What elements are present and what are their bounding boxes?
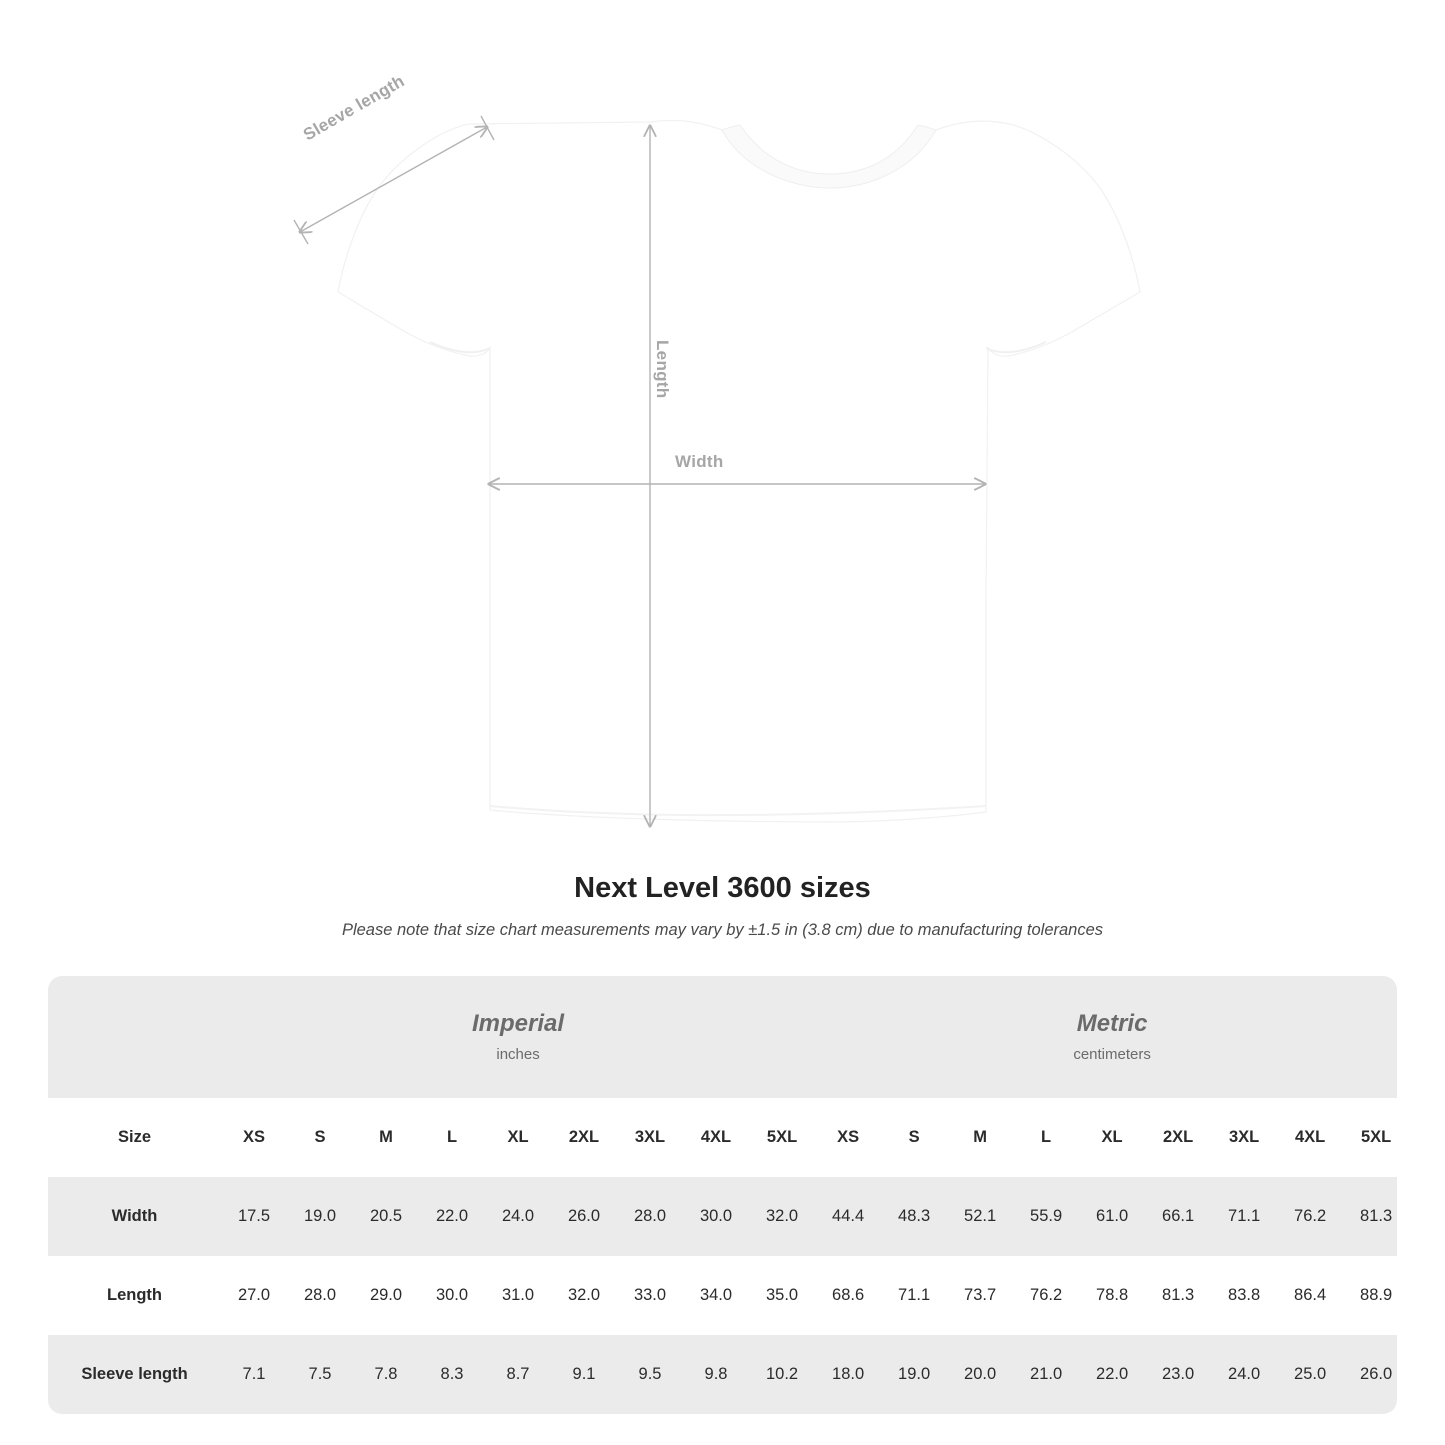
cell-sleeve-imperial-5xl: 10.2 [765, 1365, 799, 1383]
unit-system-imperial [221, 976, 815, 1098]
size-col-imperial-l: L [446, 1128, 458, 1146]
size-col-metric-4xl: 4XL [1294, 1128, 1326, 1146]
cell-length-imperial-3xl: 33.0 [633, 1286, 667, 1304]
size-col-metric-5xl: 5XL [1360, 1128, 1392, 1146]
cell-length-imperial-l: 30.0 [435, 1286, 469, 1304]
size-header-row [48, 1098, 1397, 1177]
cell-width-imperial-xl: 24.0 [501, 1207, 535, 1225]
unit-system-metric [815, 976, 1397, 1098]
cell-length-metric-4xl: 86.4 [1294, 1286, 1327, 1304]
cell-sleeve-metric-3xl: 24.0 [1228, 1365, 1261, 1383]
size-col-metric-m: M [973, 1128, 987, 1146]
cell-width-imperial-5xl: 32.0 [765, 1207, 799, 1225]
table-row [48, 1335, 1397, 1414]
cell-width-imperial-s: 19.0 [303, 1207, 337, 1225]
size-col-imperial-s: S [314, 1128, 326, 1146]
cell-length-metric-xs: 68.6 [832, 1286, 865, 1304]
cell-width-metric-2xl: 66.1 [1162, 1207, 1195, 1225]
title-block [0, 872, 1445, 940]
cell-width-imperial-l: 22.0 [435, 1207, 469, 1225]
size-table-container [48, 976, 1397, 1414]
cell-length-imperial-5xl: 35.0 [765, 1286, 799, 1304]
size-col-imperial-4xl: 4XL [700, 1128, 732, 1146]
cell-sleeve-metric-xl: 22.0 [1096, 1365, 1129, 1383]
metric-name: Metric [1076, 1010, 1148, 1038]
cell-length-metric-l: 76.2 [1030, 1286, 1063, 1304]
unit-system-spacer [48, 976, 221, 1098]
page-title: Next Level 3600 sizes [574, 872, 871, 904]
cell-sleeve-metric-5xl: 26.0 [1360, 1365, 1393, 1383]
cell-length-metric-5xl: 88.9 [1360, 1286, 1393, 1304]
cell-length-imperial-m: 29.0 [369, 1286, 403, 1304]
size-col-imperial-m: M [379, 1128, 393, 1146]
cell-length-imperial-2xl: 32.0 [567, 1286, 601, 1304]
size-col-metric-xl: XL [1101, 1128, 1123, 1146]
cell-width-metric-5xl: 81.3 [1360, 1207, 1393, 1225]
size-col-metric-l: L [1041, 1128, 1052, 1146]
cell-sleeve-imperial-4xl: 9.8 [704, 1365, 728, 1383]
cell-length-imperial-xl: 31.0 [501, 1286, 535, 1304]
size-col-imperial-2xl: 2XL [568, 1128, 600, 1146]
cell-length-imperial-s: 28.0 [303, 1286, 337, 1304]
cell-length-metric-2xl: 81.3 [1162, 1286, 1195, 1304]
imperial-name: Imperial [472, 1010, 565, 1038]
table-row [48, 1177, 1397, 1256]
cell-sleeve-imperial-m: 7.8 [374, 1365, 398, 1383]
imperial-unit: inches [496, 1045, 540, 1063]
size-col-metric-2xl: 2XL [1162, 1128, 1194, 1146]
tshirt-shape [338, 120, 1140, 822]
metric-unit: centimeters [1073, 1045, 1151, 1063]
cell-sleeve-imperial-3xl: 9.5 [638, 1365, 662, 1383]
cell-width-metric-4xl: 76.2 [1294, 1207, 1327, 1225]
cell-width-metric-xs: 44.4 [832, 1207, 865, 1225]
cell-width-metric-m: 52.1 [964, 1207, 997, 1225]
cell-sleeve-metric-2xl: 23.0 [1162, 1365, 1195, 1383]
cell-sleeve-imperial-2xl: 9.1 [572, 1365, 596, 1383]
size-col-metric-xs: XS [837, 1128, 860, 1146]
cell-length-metric-3xl: 83.8 [1228, 1286, 1261, 1304]
cell-length-metric-xl: 78.8 [1096, 1286, 1129, 1304]
cell-sleeve-imperial-l: 8.3 [440, 1365, 464, 1383]
cell-width-imperial-m: 20.5 [369, 1207, 403, 1225]
width-label: Width [675, 452, 724, 471]
cell-width-imperial-xs: 17.5 [237, 1207, 271, 1225]
unit-system-header-row [48, 976, 1397, 1098]
cell-sleeve-imperial-xs: 7.1 [242, 1365, 266, 1383]
size-col-imperial-3xl: 3XL [634, 1128, 666, 1146]
cell-length-imperial-4xl: 34.0 [699, 1286, 733, 1304]
cell-width-imperial-4xl: 30.0 [699, 1207, 733, 1225]
cell-length-metric-s: 71.1 [898, 1286, 931, 1304]
size-col-metric-s: S [908, 1128, 920, 1146]
cell-width-imperial-3xl: 28.0 [633, 1207, 667, 1225]
row-label-width: Width [111, 1207, 158, 1225]
tolerance-note: Please note that size chart measurements may vary by ±1.5 in (3.8 cm) due to manufacturing tolerances [341, 921, 1104, 939]
cell-sleeve-metric-m: 20.0 [964, 1365, 997, 1383]
size-table [48, 976, 1397, 1414]
cell-width-metric-s: 48.3 [898, 1207, 931, 1225]
cell-sleeve-metric-l: 21.0 [1030, 1365, 1063, 1383]
cell-sleeve-metric-4xl: 25.0 [1294, 1365, 1327, 1383]
length-label: Length [653, 340, 672, 399]
cell-width-metric-l: 55.9 [1030, 1207, 1063, 1225]
sleeve-length-label: Sleeve length [300, 71, 408, 145]
size-col-imperial-5xl: 5XL [766, 1128, 798, 1146]
size-col-metric-3xl: 3XL [1228, 1128, 1260, 1146]
row-label-sleeve-length: Sleeve length [81, 1365, 188, 1383]
cell-sleeve-imperial-xl: 8.7 [506, 1365, 530, 1383]
table-row [48, 1256, 1397, 1335]
cell-length-metric-m: 73.7 [964, 1286, 997, 1304]
size-header-label: Size [117, 1128, 152, 1146]
cell-sleeve-metric-s: 19.0 [898, 1365, 931, 1383]
cell-width-metric-3xl: 71.1 [1228, 1207, 1261, 1225]
cell-width-metric-xl: 61.0 [1096, 1207, 1129, 1225]
row-label-length: Length [107, 1286, 162, 1304]
cell-length-imperial-xs: 27.0 [237, 1286, 271, 1304]
cell-width-imperial-2xl: 26.0 [567, 1207, 601, 1225]
size-col-imperial-xs: XS [242, 1128, 265, 1146]
cell-sleeve-metric-xs: 18.0 [832, 1365, 865, 1383]
cell-sleeve-imperial-s: 7.5 [308, 1365, 332, 1383]
size-col-imperial-xl: XL [507, 1128, 529, 1146]
